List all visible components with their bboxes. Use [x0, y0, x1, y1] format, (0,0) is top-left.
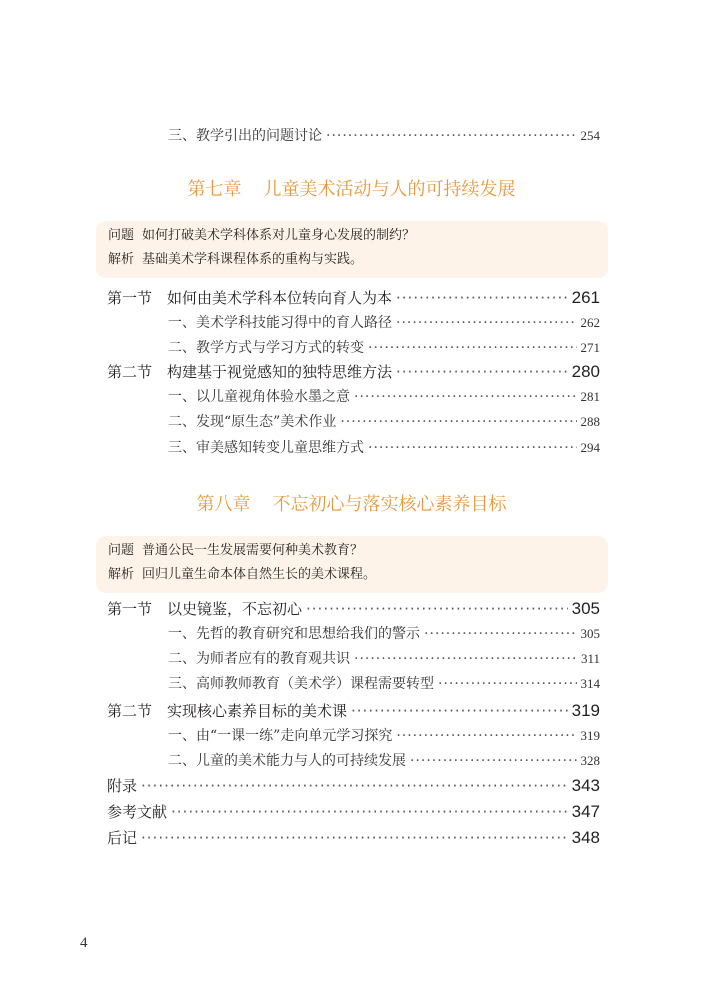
- toc-entry[interactable]: [168, 337, 600, 357]
- entry-page: 319: [580, 728, 600, 743]
- entry-label: 附录: [107, 777, 138, 795]
- question-tag: 问题: [108, 228, 135, 243]
- entry-page: 343: [571, 776, 600, 795]
- leader-dots: [424, 626, 577, 642]
- entry-label: 二、教学方式与学习方式的转变: [168, 340, 364, 356]
- leader-dots: [410, 753, 577, 769]
- leader-dots: [141, 829, 568, 847]
- toc-entry[interactable]: [168, 648, 600, 668]
- analysis-tag: 解析: [108, 252, 135, 267]
- entry-label: 一、以儿童视角体验水墨之意: [168, 389, 350, 405]
- leader-dots: [326, 128, 577, 144]
- question-line: [96, 539, 608, 563]
- section-page: 319: [571, 701, 600, 720]
- toc-section[interactable]: [107, 287, 600, 308]
- entry-page: 305: [580, 626, 600, 641]
- section-number: 第二节: [107, 702, 153, 720]
- leader-dots: [438, 676, 577, 692]
- chapter-title: 不忘初心与落实核心素养目标: [272, 494, 507, 515]
- leader-dots: [396, 289, 568, 307]
- section-number: 第二节: [107, 363, 153, 381]
- entry-page: 271: [580, 340, 600, 355]
- toc-entry[interactable]: [168, 411, 600, 431]
- entry-page: 288: [580, 414, 600, 429]
- entry-label: 三、教学引出的问题讨论: [168, 128, 322, 144]
- chapter-title: 儿童美术活动与人的可持续发展: [263, 179, 516, 200]
- chapter-heading: [0, 175, 703, 201]
- entry-page: 314: [580, 676, 600, 691]
- analysis-line: [96, 563, 608, 587]
- entry-label: 一、美术学科技能习得中的育人路径: [168, 315, 392, 331]
- entry-label: 三、高师教师教育（美术学）课程需要转型: [168, 676, 434, 692]
- entry-page: 347: [571, 802, 600, 821]
- section-number: 第一节: [107, 289, 153, 307]
- toc-entry[interactable]: [168, 623, 600, 643]
- entry-page: 328: [580, 753, 600, 768]
- section-title: 如何由美术学科本位转向育人为本: [167, 289, 393, 307]
- entry-page: 348: [571, 828, 600, 847]
- leader-dots: [396, 728, 576, 744]
- analysis-text: 基础美术学科课程体系的重构与实践。: [142, 252, 364, 267]
- leader-dots: [306, 600, 568, 618]
- chapter-number: 第七章: [187, 179, 242, 200]
- entry-page: 311: [580, 651, 600, 666]
- entry-label: 一、由“一课一练”走向单元学习探究: [168, 728, 393, 744]
- leader-dots: [340, 414, 576, 430]
- leader-dots: [351, 702, 568, 720]
- question-line: [96, 224, 608, 248]
- toc-entry[interactable]: [168, 725, 600, 745]
- analysis-text: 回归儿童生命本体自然生长的美术课程。: [142, 567, 377, 582]
- section-title: 构建基于视觉感知的独特思维方法: [167, 363, 393, 381]
- section-title: 以史镜鉴，不忘初心: [167, 600, 303, 618]
- toc-back-matter[interactable]: [107, 775, 600, 796]
- section-title: 实现核心素养目标的美术课: [167, 702, 348, 720]
- chapter-heading: [0, 490, 703, 516]
- analysis-line: [96, 248, 608, 272]
- leader-dots: [171, 803, 568, 821]
- toc-entry[interactable]: [168, 312, 600, 332]
- toc-entry[interactable]: [168, 750, 600, 770]
- leader-dots: [141, 777, 568, 795]
- toc-entry[interactable]: [168, 673, 600, 693]
- section-number: 第一节: [107, 600, 153, 618]
- section-page: 280: [571, 362, 600, 381]
- toc-back-matter[interactable]: [107, 827, 600, 848]
- toc-back-matter[interactable]: [107, 801, 600, 822]
- toc-section[interactable]: [107, 700, 600, 721]
- chapter-number: 第八章: [196, 494, 251, 515]
- entry-label: 参考文献: [107, 803, 168, 821]
- leader-dots: [396, 315, 577, 331]
- entry-label: 三、审美感知转变儿童思维方式: [168, 440, 364, 456]
- question-box: [96, 221, 608, 278]
- entry-page: 281: [580, 389, 600, 404]
- question-text: 普通公民一生发展需要何种美术教育？: [142, 543, 364, 558]
- question-text: 如何打破美术学科体系对儿童身心发展的制约？: [142, 228, 416, 243]
- entry-label: 二、发现“原生态”美术作业: [168, 414, 337, 430]
- leader-dots: [368, 340, 577, 356]
- section-page: 305: [571, 599, 600, 618]
- toc-section[interactable]: [107, 361, 600, 382]
- question-box: [96, 536, 608, 593]
- toc-entry[interactable]: [168, 386, 600, 406]
- entry-page: 294: [580, 440, 600, 455]
- entry-label: 二、儿童的美术能力与人的可持续发展: [168, 753, 406, 769]
- toc-entry[interactable]: [168, 125, 600, 145]
- entry-label: 二、为师者应有的教育观共识: [168, 651, 350, 667]
- leader-dots: [354, 389, 577, 405]
- entry-label: 一、先哲的教育研究和思想给我们的警示: [168, 626, 420, 642]
- leader-dots: [354, 651, 577, 667]
- analysis-tag: 解析: [108, 567, 135, 582]
- leader-dots: [368, 440, 577, 456]
- question-tag: 问题: [108, 543, 135, 558]
- entry-page: 254: [580, 128, 600, 143]
- toc-section[interactable]: [107, 598, 600, 619]
- page-number: 4: [80, 935, 88, 951]
- leader-dots: [396, 363, 568, 381]
- section-page: 261: [571, 288, 600, 307]
- toc-entry[interactable]: [168, 437, 600, 457]
- entry-page: 262: [580, 315, 600, 330]
- entry-label: 后记: [107, 829, 138, 847]
